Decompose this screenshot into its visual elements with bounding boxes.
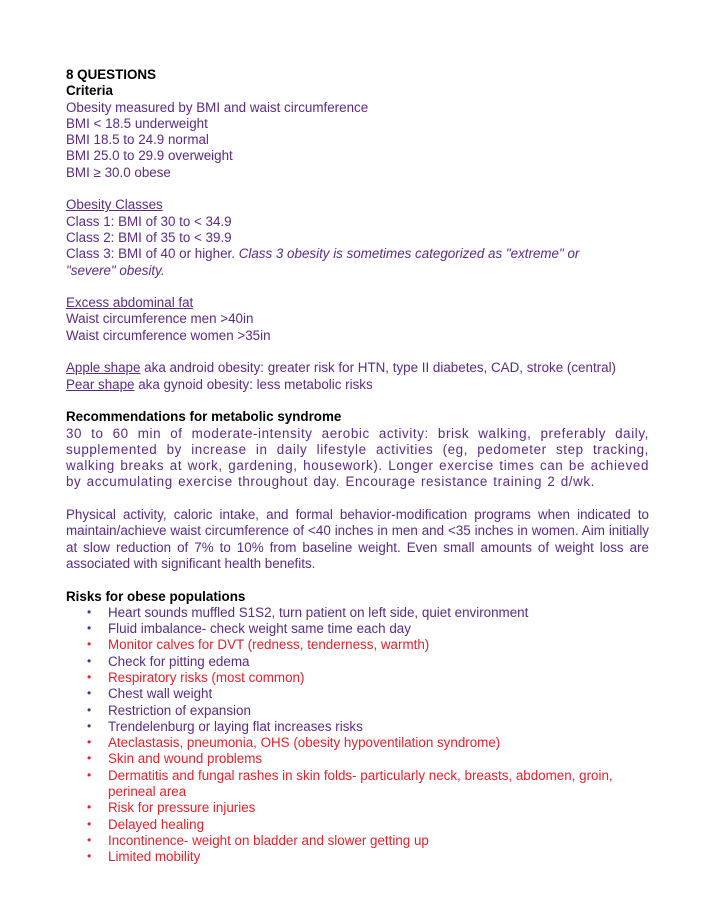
- bullet-icon: •: [87, 800, 92, 815]
- list-item: [87, 621, 649, 637]
- list-item-text: Dermatitis and fungal rashes in skin folds- particularly neck, breasts, abdomen, groin, perineal area: [108, 767, 613, 800]
- apple-shape-text: aka android obesity: greater risk for HTN, type II diabetes, CAD, stroke (central): [140, 360, 617, 376]
- class-3-note: Class 3 obesity is sometimes categorized as "extreme" or: [238, 246, 580, 262]
- apple-shape-line: [66, 360, 649, 376]
- bullet-icon: •: [87, 751, 92, 766]
- list-item: [87, 604, 649, 621]
- bullet-icon: •: [87, 669, 92, 684]
- metabolic-title: Recommendations for metabolic syndrome: [66, 409, 342, 425]
- list-item: [87, 816, 649, 833]
- list-item-text: Monitor calves for DVT (redness, tenderness, warmth): [108, 637, 430, 653]
- page-heading: 8 QUESTIONS: [66, 67, 157, 82]
- bullet-icon: •: [87, 604, 92, 619]
- criteria-title: Criteria: [66, 83, 113, 99]
- list-item-text: Respiratory risks (most common): [108, 669, 305, 685]
- obesity-classes-title: Obesity Classes: [66, 197, 163, 213]
- list-item: [87, 849, 649, 865]
- pear-shape-text: aka gynoid obesity: less metabolic risks: [134, 376, 373, 392]
- bullet-icon: •: [87, 637, 92, 652]
- criteria-line: Obesity measured by BMI and waist circumference: [66, 99, 369, 115]
- list-item-text: Check for pitting edema: [108, 653, 250, 669]
- list-item: [87, 832, 649, 849]
- bullet-icon: •: [87, 621, 92, 636]
- list-item-text: Restriction of expansion: [108, 702, 251, 718]
- class-3-note-cont: "severe" obesity.: [66, 262, 165, 278]
- list-item: [87, 751, 649, 767]
- list-item-text: Heart sounds muffled S1S2, turn patient on left side, quiet environment: [108, 604, 529, 620]
- metabolic-paragraph-1: 30 to 60 min of moderate-intensity aerobic activity: brisk walking, preferably daily, supplemented by increase in daily lifestyle activities (eg, pedometer step tracking, walking breaks at work, gardening, housework). Longer exercise times can be achieved by accumulating exercise throughout day. Encourage resistance training 2 d/wk.: [66, 425, 649, 490]
- class-3-text: Class 3: BMI of 40 or higher.: [66, 246, 239, 262]
- abdominal-fat-title: Excess abdominal fat: [66, 295, 194, 311]
- waist-men-line: Waist circumference men >40in: [66, 311, 254, 327]
- list-item-text: Limited mobility: [108, 849, 201, 865]
- criteria-line: BMI < 18.5 underweight: [66, 115, 208, 131]
- waist-women-line: Waist circumference women >35in: [66, 327, 271, 343]
- list-item-text: Delayed healing: [108, 816, 205, 832]
- list-item: [87, 686, 649, 702]
- list-item-text: Skin and wound problems: [108, 751, 263, 767]
- list-item: [87, 637, 649, 653]
- class-1-line: Class 1: BMI of 30 to < 34.9: [66, 213, 232, 229]
- bullet-icon: •: [87, 832, 92, 847]
- class-3-line: [66, 246, 649, 262]
- bullet-icon: •: [87, 686, 92, 701]
- list-item: [87, 702, 649, 719]
- risk-list: [66, 605, 649, 866]
- list-item-text: Fluid imbalance- check weight same time each day: [108, 621, 411, 637]
- list-item-text: Risk for pressure injuries: [108, 800, 256, 816]
- list-item: [87, 767, 649, 801]
- criteria-line: BMI 25.0 to 29.9 overweight: [66, 148, 233, 164]
- criteria-line: BMI 18.5 to 24.9 normal: [66, 132, 209, 148]
- list-item: [87, 735, 649, 751]
- bullet-icon: •: [87, 702, 92, 717]
- list-item-text: Incontinence- weight on bladder and slower getting up: [108, 832, 429, 848]
- bullet-icon: •: [87, 653, 92, 668]
- bullet-icon: •: [87, 718, 92, 733]
- pear-shape-label: Pear shape: [66, 376, 135, 392]
- list-item: [87, 669, 649, 686]
- bullet-icon: •: [87, 816, 92, 831]
- list-item-text: Ateclastasis, pneumonia, OHS (obesity hypoventilation syndrome): [108, 735, 501, 751]
- list-item: [87, 653, 649, 670]
- class-2-line: Class 2: BMI of 35 to < 39.9: [66, 229, 232, 245]
- bullet-icon: •: [87, 849, 92, 864]
- criteria-line: BMI ≥ 30.0 obese: [66, 164, 171, 180]
- apple-shape-label: Apple shape: [66, 360, 141, 376]
- list-item: [87, 718, 649, 735]
- pear-shape-line: [66, 377, 649, 393]
- metabolic-paragraph-2: Physical activity, caloric intake, and formal behavior-modification programs when indicated to maintain/achieve waist circumference of <40 inches in men and <35 inches in women. Aim initially at slow reduction of 7% to 10% from baseline weight. Even small amounts of weight loss are associated with significant health benefits.: [66, 507, 649, 571]
- list-item-text: Trendelenburg or laying flat increases risks: [108, 718, 363, 734]
- document-page: [66, 67, 649, 866]
- bullet-icon: •: [87, 767, 92, 782]
- list-item: [87, 800, 649, 816]
- risks-title: Risks for obese populations: [66, 588, 246, 604]
- list-item-text: Chest wall weight: [108, 686, 213, 702]
- bullet-icon: •: [87, 735, 92, 750]
